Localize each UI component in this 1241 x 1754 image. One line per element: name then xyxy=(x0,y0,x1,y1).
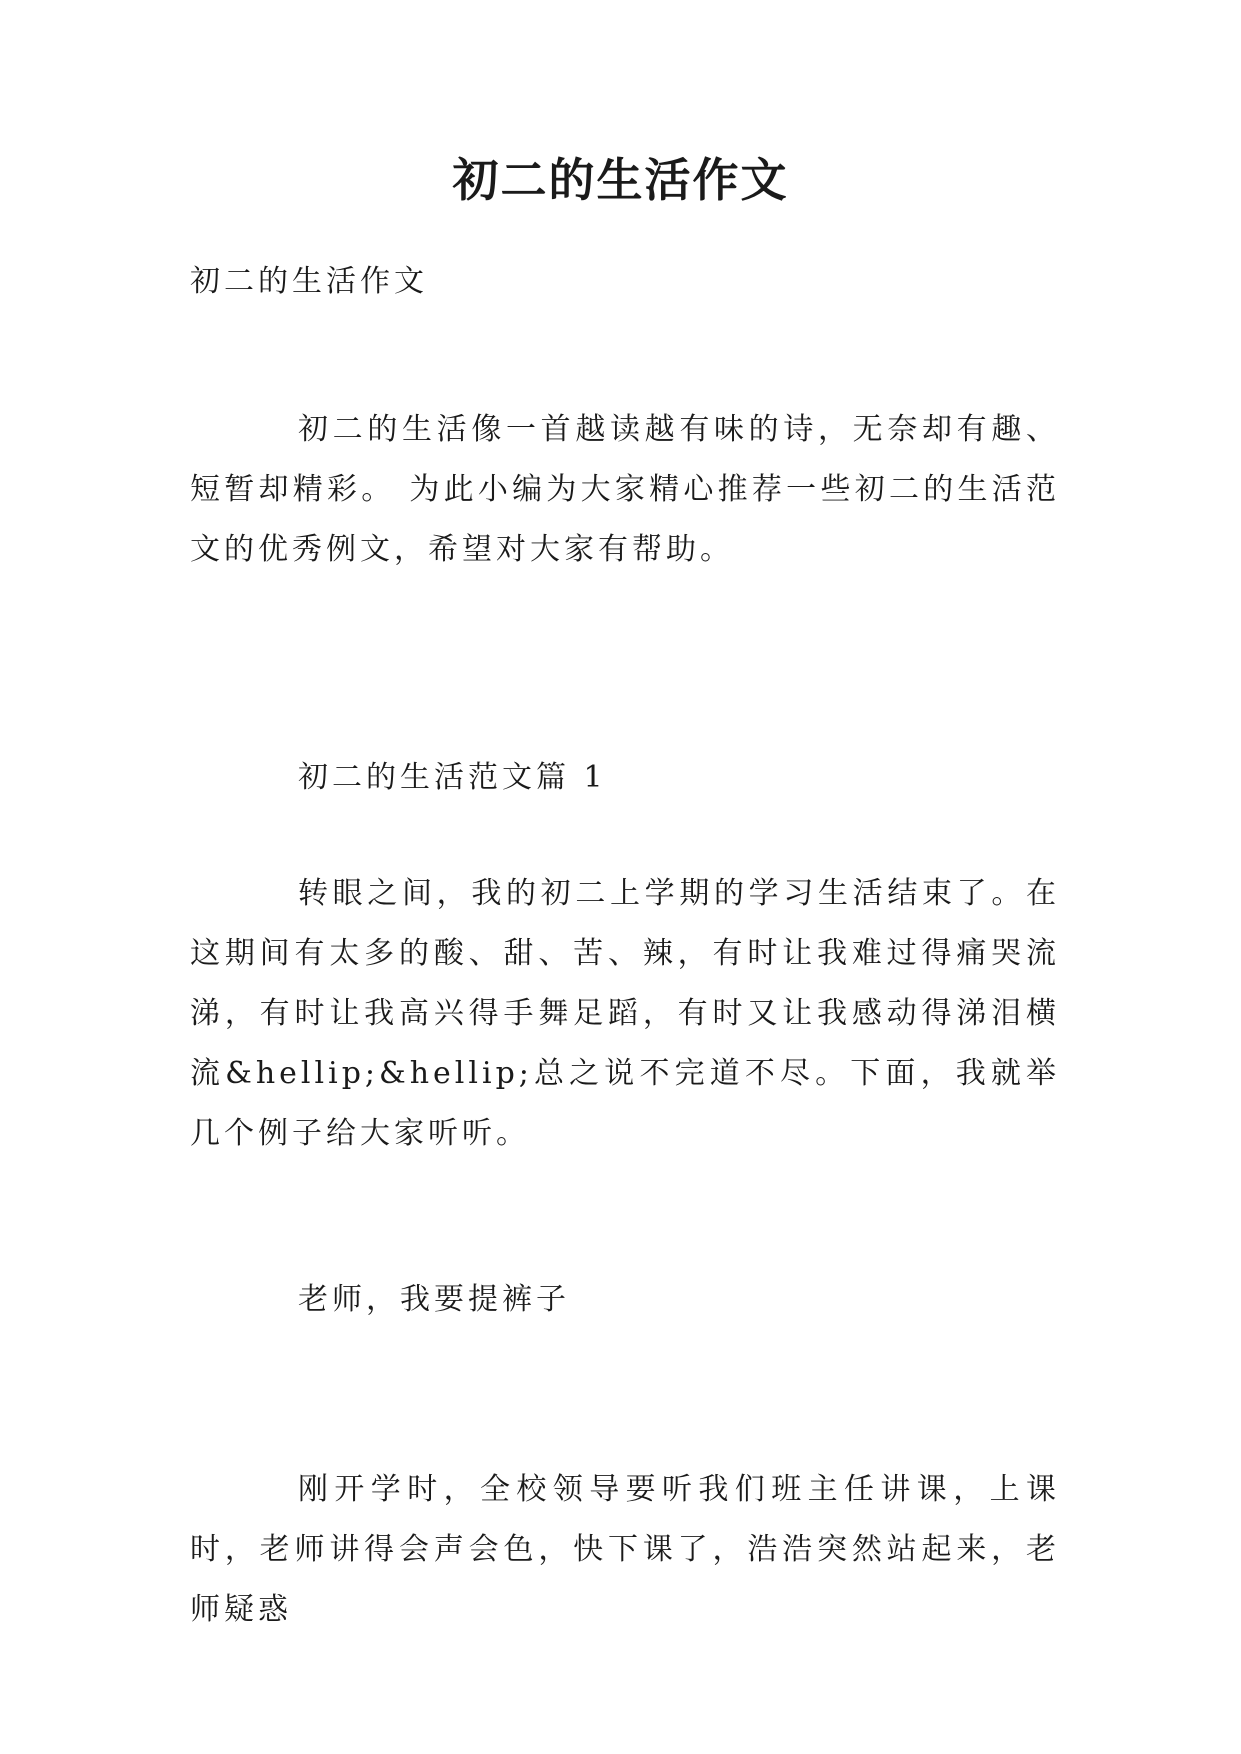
document-title: 初二的生活作文 xyxy=(452,153,789,207)
intro-paragraph: 初二的生活像一首越读越有味的诗，无奈却有趣、短暂却精彩。 为此小编为大家精心推荐一些初二的生活范文的优秀例文，希望对大家有帮助。 xyxy=(190,412,1060,567)
body-paragraph-2: 刚开学时，全校领导要听我们班主任讲课，上课时，老师讲得会声会色，快下课了，浩浩突然站起来，老师疑惑 xyxy=(190,1472,1060,1627)
body-paragraph-1: 转眼之间，我的初二上学期的学习生活结束了。在这期间有太多的酸、甜、苦、辣，有时让我难过得痛哭流涕，有时让我高兴得手舞足蹈，有时又让我感动得涕泪横流&hellip;&hellip;总之说不完道不尽。下面，我就举几个例子给大家听听。 xyxy=(190,876,1060,1151)
section-heading-1: 初二的生活范文篇 1 xyxy=(298,760,607,795)
document-subtitle: 初二的生活作文 xyxy=(190,264,428,299)
section-heading-2: 老师，我要提裤子 xyxy=(298,1282,570,1317)
